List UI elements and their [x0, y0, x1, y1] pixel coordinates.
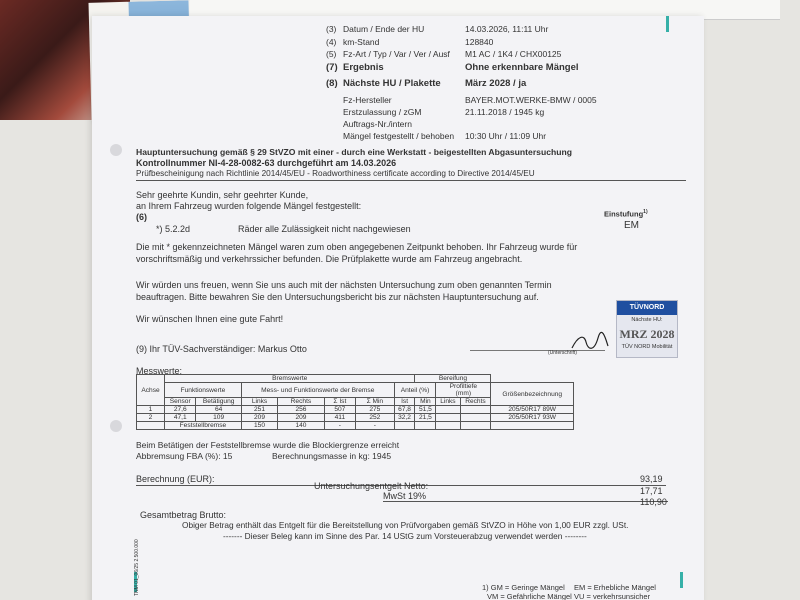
paragraph-line: Die mit * gekennzeichneten Mängel waren zum oben angegebenen Zeitpunkt behoben. Ihr Fahrzeug wurde für [136, 242, 578, 252]
vehicle-label: Mängel festgestellt / behoben [343, 131, 455, 141]
section-number: (6) [136, 212, 147, 222]
vehicle-label: Erstzulassung / zGM [343, 107, 422, 117]
cell-empty [137, 422, 165, 430]
legend-item: VU = verkehrsunsicher [574, 592, 651, 600]
hu-next-value: März 2028 / ja [465, 78, 527, 89]
cell-anteil-min: 51,5 [415, 406, 436, 414]
cell-sum-min: - [356, 422, 395, 430]
header-cell: Mess- und Funktionswerte der Bremse [241, 383, 394, 398]
punch-hole [110, 144, 122, 156]
table-row [137, 422, 574, 430]
vehicle-label: Auftrags-Nr./intern [343, 119, 412, 129]
paragraph-line: beauftragen. Bitte bewahren Sie den Untersuchungsbericht bis zur nächsten Hauptuntersuchung auf. [136, 292, 539, 302]
brake-note: Beim Betätigen der Feststellbremse wurde die Blockiergrenze erreicht [136, 440, 400, 450]
hu-next-label: Nächste HU / Plakette [343, 78, 441, 89]
hu-row-value: 128840 [465, 37, 494, 47]
cell-profil-rechts [460, 414, 491, 422]
hu-row-num: (4) [326, 37, 337, 47]
header-cell: Achse [137, 375, 165, 406]
einstufung-label: Einstufung$^{1)}$ [604, 209, 648, 219]
cell-links: 209 [241, 414, 277, 422]
cell-parking-brake: Feststellbremse [165, 422, 242, 430]
closing: Wir wünschen Ihnen eine gute Fahrt! [136, 314, 284, 324]
hu-row-value: M1 AC / 1K4 / CHX00125 [465, 49, 562, 59]
brake-note: Berechnungsmasse in kg: 1945 [272, 451, 392, 461]
header-cell: Min [415, 398, 436, 406]
badge-year-stamp: MRZ 2028 [619, 327, 675, 341]
legend-item: EM = Erhebliche Mängel [574, 583, 656, 592]
hu-row-label: Fz-Art / Typ / Var / Ver / Ausf [343, 49, 450, 59]
vehicle-label: Fz-Hersteller [343, 95, 392, 105]
cell-empty [460, 422, 491, 430]
cell-links: 251 [241, 406, 277, 414]
header-cell: Rechts [460, 398, 491, 406]
cell-betaetigung: 64 [196, 406, 241, 414]
hu-row-label: km-Stand [343, 37, 380, 47]
signature-label: (Unterschrift) [548, 350, 577, 356]
cell-rechts: 256 [278, 406, 324, 414]
header-cell: Bremswerte [165, 375, 415, 383]
header-cell: Anteil (%) [394, 383, 436, 398]
legend-item: 1) GM = Geringe Mängel [482, 583, 565, 592]
billing-label: Berechnung (EUR): [136, 474, 215, 484]
cell-sensor: 47,1 [165, 414, 196, 422]
header-cell: Links [241, 398, 277, 406]
cell-tire-size: 205/50R17 89W [491, 406, 574, 414]
table-row [137, 414, 574, 422]
header-cell: Betätigung [196, 398, 241, 406]
hu-row-label: Datum / Ende der HU [343, 24, 425, 34]
greeting: Sehr geehrte Kundin, sehr geehrter Kunde, [136, 190, 309, 200]
badge-next-hu: Nächste HU: [631, 317, 663, 323]
cell-empty [394, 422, 415, 430]
header-cell: Bereifung [415, 375, 491, 383]
cell-anteil-min: 21,5 [415, 414, 436, 422]
defect-class: EM [624, 220, 639, 231]
header-cell: Links [436, 398, 460, 406]
form-code: TNM 01_06/25 2.500.000 [134, 539, 140, 596]
header-cell: Sensor [165, 398, 196, 406]
brutto-label: Gesamtbetrag Brutto: [140, 510, 227, 520]
mwst-value: 17,71 [640, 486, 663, 496]
cell-empty [415, 422, 436, 430]
brutto-value: 110,90 [640, 497, 667, 507]
messwerte-title: Messwerte: [136, 366, 183, 376]
vehicle-value: 10:30 Uhr / 11:09 Uhr [465, 131, 547, 141]
billing-note: ------- Dieser Beleg kann im Sinne des Par. 14 UStG zum Vorsteuerabzug verwendet werden -------- [223, 531, 587, 541]
cell-sum-min: 252 [356, 414, 395, 422]
cell-sum-ist: 411 [324, 414, 355, 422]
header-cell: Profiltiefe (mm) [436, 383, 491, 398]
brake-note: Abbremsung FBA (%): 15 [136, 451, 233, 461]
cell-sum-ist: - [324, 422, 355, 430]
cell-anteil-ist: 67,8 [394, 406, 415, 414]
divider [383, 501, 668, 502]
header-cell: Σ Ist [324, 398, 355, 406]
header-cell: Rechts [278, 398, 324, 406]
cell-profil-links [436, 406, 460, 414]
tuv-logo: TÜVNORD [617, 301, 677, 315]
hu-row-num: (8) [326, 78, 338, 89]
hu-row-num: (3) [326, 24, 337, 34]
header-cell: Ist [394, 398, 415, 406]
cell-sum-min: 275 [356, 406, 395, 414]
inspector-name: (9) Ihr TÜV-Sachverständiger: Markus Otto [136, 344, 307, 354]
cell-betaetigung: 109 [196, 414, 241, 422]
header-cell: Σ Min [356, 398, 395, 406]
cell-profil-rechts [460, 406, 491, 414]
cell-sum-ist: 507 [324, 406, 355, 414]
cell-profil-links [436, 414, 460, 422]
table-row [137, 406, 574, 414]
hu-row-num: (7) [326, 62, 338, 73]
netto-value: 93,19 [640, 474, 663, 484]
control-number: Kontrollnummer NI-4-28-0082-63 durchgeführt am 14.03.2026 [136, 158, 397, 168]
vehicle-value: 21.11.2018 / 1945 kg [465, 107, 545, 117]
divider [136, 180, 686, 181]
paragraph-line: Wir würden uns freuen, wenn Sie uns auch mit der nächsten Untersuchung zum oben genannten Termin [136, 280, 552, 290]
cell-empty [491, 422, 574, 430]
tuv-badge [616, 300, 678, 358]
mwst-label: MwSt 19% [383, 491, 427, 501]
hu-row-value: 14.03.2026, 11:11 Uhr [465, 24, 549, 34]
cell-sensor: 27,6 [165, 406, 196, 414]
legend-item: VM = Gefährliche Mängel [487, 592, 572, 600]
vehicle-value: BAYER.MOT.WERKE-BMW / 0005 [465, 95, 597, 105]
billing-note: Obiger Betrag enthält das Entgelt für die Bereitstellung von Prüfvorgaben gemäß StVZO in Höhe von 1,00 EUR zzgl. USt. [182, 520, 629, 530]
messwerte-table [136, 374, 574, 430]
report-heading: Hauptuntersuchung gemäß § 29 StVZO mit einer - durch eine Werkstatt - beigestellten Abgasuntersuchung [136, 147, 572, 157]
hu-result-value: Ohne erkennbare Mängel [465, 62, 579, 73]
green-tab-marker [666, 16, 669, 32]
cell-achse: 2 [137, 414, 165, 422]
hu-row-num: (5) [326, 49, 337, 59]
header-cell: Größenbezeichnung [491, 383, 574, 406]
cell-achse: 1 [137, 406, 165, 414]
hu-result-label: Ergebnis [343, 62, 384, 73]
paragraph-line: vorschriftsmäßig und verkehrssicher befunden. Die Prüfplakette wurde am Fahrzeug angebracht. [136, 254, 523, 264]
defects-intro: an Ihrem Fahrzeug wurden folgende Mängel festgestellt: [136, 201, 362, 211]
badge-company: TÜV NORD Mobilität [621, 344, 673, 350]
cell-links: 150 [241, 422, 277, 430]
certificate-note: Prüfbescheinigung nach Richtlinie 2014/45/EU - Roadworthiness certificate according to Directive 2014/45/EU [136, 169, 535, 178]
cell-empty [436, 422, 460, 430]
cell-rechts: 140 [278, 422, 324, 430]
defect-code: *) 5.2.2d [156, 224, 191, 234]
green-tab-marker [680, 572, 683, 588]
cell-tire-size: 205/50R17 93W [491, 414, 574, 422]
netto-label: Untersuchungsentgelt Netto: [314, 481, 429, 491]
header-cell: Funktionswerte [165, 383, 242, 398]
punch-hole [110, 420, 122, 432]
cell-anteil-ist: 32,2 [394, 414, 415, 422]
defect-text: Räder alle Zulässigkeit nicht nachgewiesen [238, 224, 411, 234]
cell-rechts: 209 [278, 414, 324, 422]
